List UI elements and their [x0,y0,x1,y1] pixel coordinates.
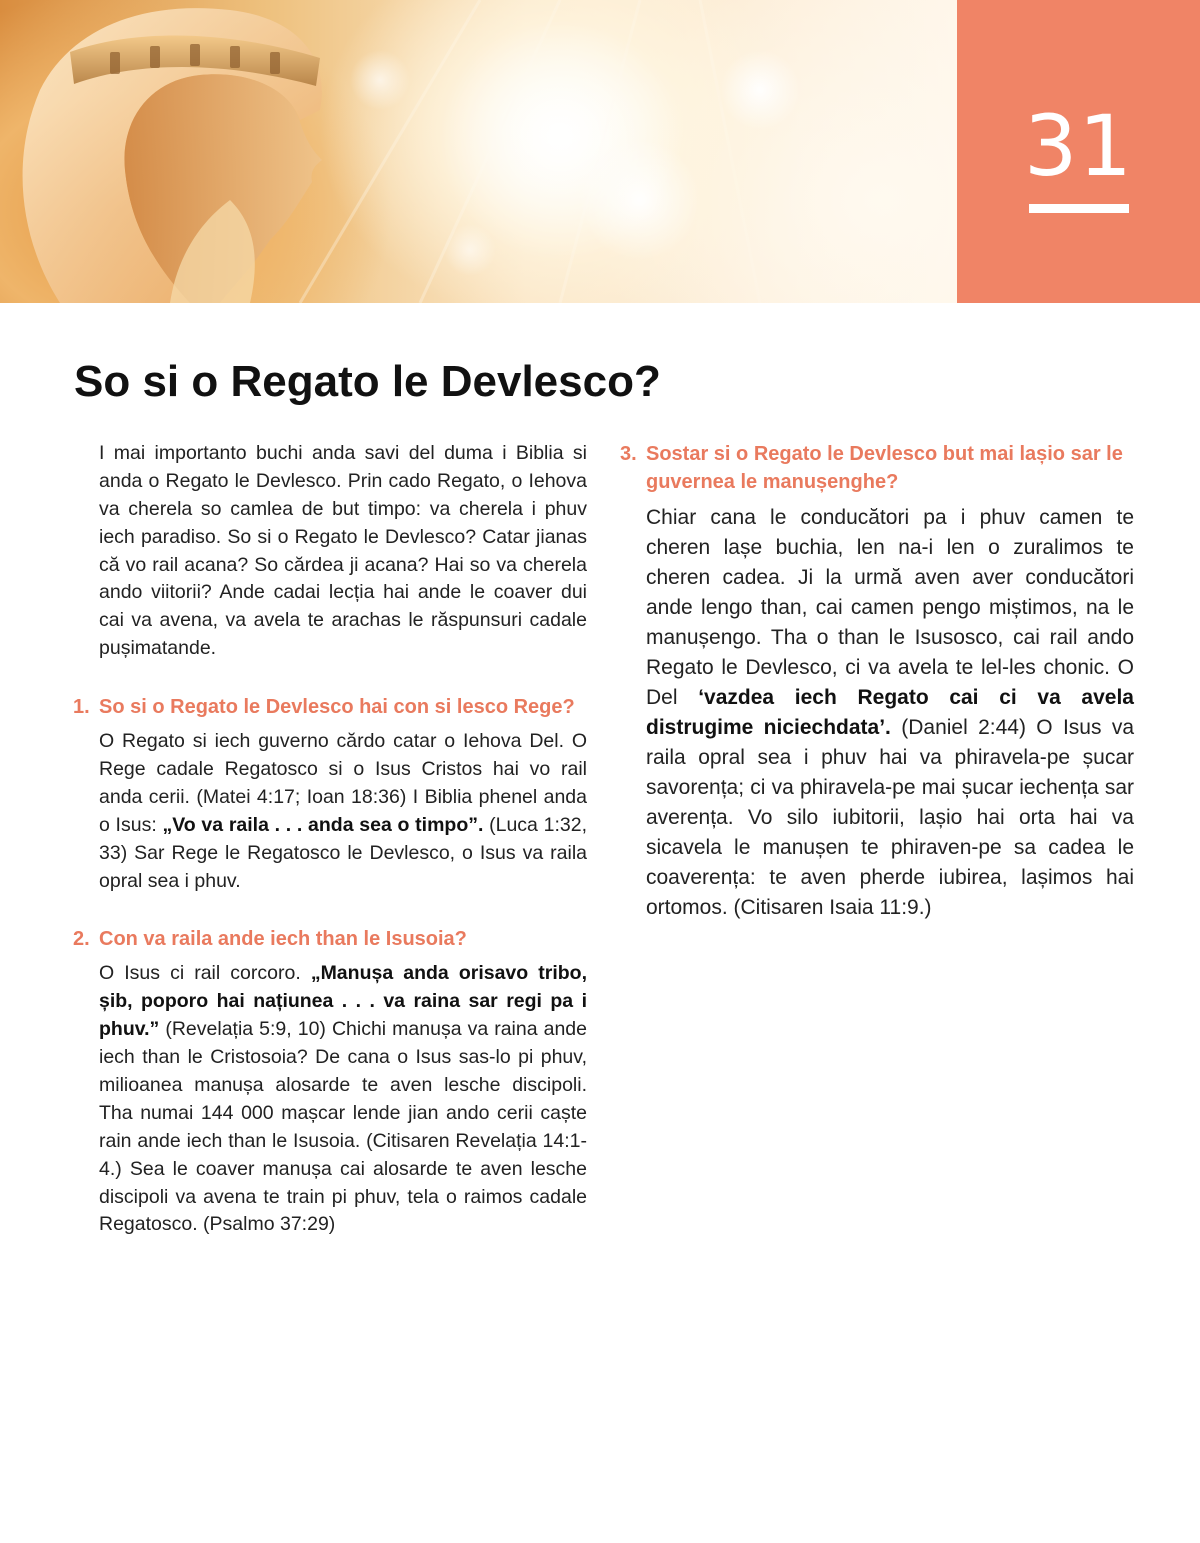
left-column [73,440,587,1239]
question-1 [73,693,587,721]
answer-quote: „Vo va raila . . . anda sea o timpo”. [162,813,484,836]
question-text: Con va raila ande iech than le Isusoia? [99,928,467,951]
chapter-underline [1029,204,1129,213]
answer-2 [73,960,587,1239]
question-text: So si o Regato le Devlesco hai con si lesco Rege? [99,696,575,719]
header-illustration [0,0,957,303]
intro-paragraph: I mai importanto buchi anda savi del duma i Biblia si anda o Regato le Devlesco. Prin cado Regato, o Iehova va cherela so camlea de but timpo: va cherela i phuv iech paradiso. So si o Regato le Devlesco? Catar jianas că vo rail acana? So cărdea ji acana? Hai so va cherela ando viitorii? Ande cadai lecția hai ande le coaver dui cai va avena, va avela te arachas le răspunsuri cadale pușimatande. [99,442,587,660]
question-text: Sostar si o Regato le Devlesco but mai lașio sar le guvernea le manușenghe? [646,443,1123,493]
answer-text: (Luca 1:32, 33) Sar Rege le Regatosco le Devlesco, o Isus va raila opral sea i phuv. [99,813,587,892]
answer-quote: „Manușa anda orisavo tribo, șib, poporo hai națiunea . . . va raina sar regi pa i phuv.” [99,962,587,1041]
answer-text: Chiar cana le conducători pa i phuv camen te cheren lașe buchia, len na-i len o zuralimos te cheren cadea. Ji la urmă aven aver conducători ande lengo than, cai camen pengo miștimos, na le manușengo. Tha o than le Isusosco, cai rail ando Regato le Devlesco, ci va avela te lel-les chonic. O Del [646,506,1134,709]
chapter-badge [957,0,1200,303]
answer-3 [620,503,1134,923]
answer-1 [73,728,587,895]
answer-text: O Regato si iech guverno cărdo catar o Iehova Del. O Rege cadale Regatosco si o Isus Cristos hai vo rail anda cerii. (Matei 4:17; Ioan 18:36) I Biblia phenel anda o Isus: [99,730,587,836]
answer-text: O Isus ci rail corcoro. [99,962,311,985]
question-number: 1. [73,696,90,719]
answer-text: (Revelația 5:9, 10) Chichi manușa va raina ande iech than le Cristosoia? De cana o Isus sas-lo pi phuv, milioanea manușa alosarde te aven lesche discipoli. Tha numai 144 000 mașcar lende jian ando cerii caște rain ande iech than le Isusoia. (Citisaren Revelația 14:1-4.) Sea le coaver manușa cai alosarde te aven lesche discipoli va avena te train pi phuv, tela o raimos cadale Regatosco. (Psalmo 37:29) [99,1018,587,1236]
question-number: 3. [620,443,637,465]
king-with-crown-illustration [0,0,957,303]
right-column [620,440,1134,923]
page-title: So si o Regato le Devlesco? [74,357,661,406]
question-2 [73,925,587,953]
question-3 [620,440,1134,496]
answer-text: (Daniel 2:44) O Isus va raila opral sea i phuv hai va phiravela-pe șucar savorența; ci va phiravela-pe mai șucar iechența sar averența. Vo silo iubitorii, lașio hai orta hai va sicavela le manușen te phiraven-pe sa cadea le coaverența: te aven pherde iubirea, lașimos hai ortomos. (Citisaren Isaia 11:9.) [646,716,1134,919]
answer-quote: ‘vazdea iech Regato cai ci va avela distrugime niciechdata’. [646,686,1134,739]
chapter-number: 31 [1024,97,1133,195]
question-number: 2. [73,928,90,951]
